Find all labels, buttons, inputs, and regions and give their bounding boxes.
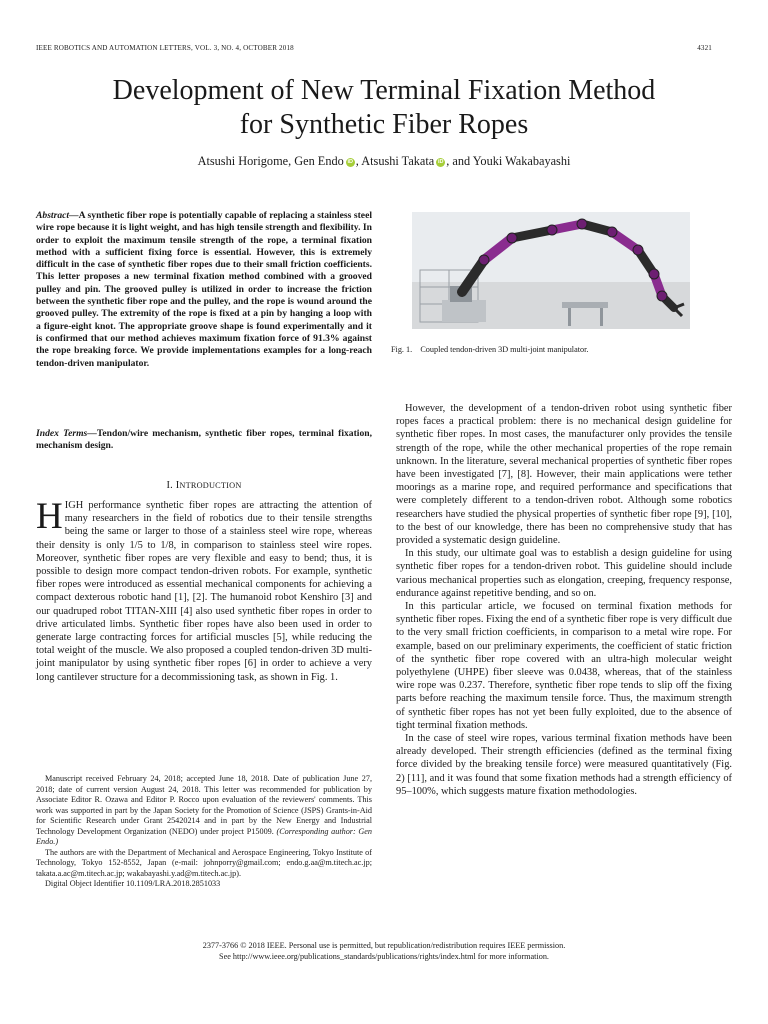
paragraph: In the case of steel wire ropes, various terminal fixation methods have been already developed. Their strength efficiencies (defined as the terminal fixing force divided by the breaking tensile force) were measured quantitatively (Fig. 2) [11], and it was found that some fixation methods had a strength efficiency of 95–100%, which suggests mature fixation methodologies. [396, 733, 732, 797]
footnote-corresponding: (Corresponding author: Gen Endo.) [36, 826, 372, 846]
paper-title [0, 74, 768, 142]
index-terms [36, 428, 372, 453]
paragraph: However, the development of a tendon-driven robot using synthetic fiber ropes faces a practical problem: there is no mechanical design guideline for synthetic fiber ropes. In most cases, the manufacturer only provides the tensile strength of the rope, while the other mechanical properties of the rope remain unknown. In the literature, several mechanical properties of synthetic fiber ropes have been investigated [7], [8]. However, their main applications were tether moorings as a marine rope, and required performance and specifications that were completely different to a tendon-driven robot. Although some robotics researchers have studied the physical properties of synthetic fiber rope [9], [10], to the best of our knowledge, there has been no comprehensive study that has provided a systematic design guideline. [396, 403, 732, 547]
copyright-line-1: 2377-3766 © 2018 IEEE. Personal use is permitted, but republication/redistribution requires IEEE permission. [202, 941, 566, 950]
orcid-icon[interactable]: iD [438, 159, 444, 165]
abstract-label: Abstract— [36, 210, 79, 221]
index-terms-label: Index Terms— [36, 428, 97, 439]
page-number: 4321 [697, 44, 712, 52]
figure-1-photo [412, 212, 690, 329]
title-line-2: for Synthetic Fiber Ropes [239, 109, 529, 140]
footnote-manuscript [36, 774, 372, 848]
abstract [36, 210, 372, 370]
author-names-2: , Atsushi Takata [355, 154, 435, 168]
author-names-3: , and Youki Wakabayashi [446, 154, 571, 168]
title-line-1: Development of New Terminal Fixation Method [112, 75, 656, 106]
introduction-text: IGH performance synthetic fiber ropes are attracting the attention of many researchers in the field of robotics due to their tensile strengths being the same or larger to those of a stainless steel wire rope, whereas their density is only 1/5 to 1/8, in comparison to stainless steel wire ropes. Moreover, synthetic fiber ropes are very flexible and easy to bend; thus, it is possible to design more compact tendon-driven robots. For example, synthetic fiber ropes were introduced as essential mechanical components for achieving a compact dexterous robotic hand [1], [2]. The humanoid robot Kenshiro [3] and our quadruped robot TITAN-XIII [4] also used synthetic fiber ropes in order to drive articulated limbs. Synthetic fiber ropes have also been used in order to generate large contracting forces for artificial muscles [5], while reducing the total weight of the muscle. We also proposed a coupled tendon-driven 3D multi-joint manipulator by using synthetic fiber ropes [6] in order to achieve a very long cantilever structure for a decommissioning task, as shown in Fig. 1. [36, 500, 372, 683]
footnote-affiliation: The authors are with the Department of Mechanical and Aerospace Engineering, Tokyo Institute of Technology, Tokyo 152-8552, Japan (e-mail: johnporry@gmail.com; endo.g.aa@m.titech.ac.jp; takata.a.ac@m.titech.ac.jp; wakabayashi.y.ad@m.titech.ac.jp). [36, 847, 372, 878]
paragraph: In this particular article, we focused on terminal fixation methods for synthetic fiber ropes. Fixing the end of a synthetic fiber rope is very difficult due to the very small friction coefficients, in comparison to a metal wire rope. For example, based on our preliminary experiments, the coefficient of static friction of the synthetic fiber rope covered with an ultra-high molecular weight polyethylene (UHPE) fiber sleeve was 0.0438, whereas, that of the stainless wire rope was 0.237. Therefore, synthetic fiber rope tends to slip off the fixing parts before reaching the maximum tensile force. Thus, the maximum strength of synthetic fiber ropes has not yet been fully exploited, due to the absence of tight terminal fixation methods. [396, 601, 732, 731]
paragraph: In this study, our ultimate goal was to establish a design guideline for using synthetic fiber ropes for a tendon-driven robot. This guideline should include various mechanical properties such as elongation, creeping, frequency response, endurance against repetitive bending, and so on. [396, 548, 732, 599]
figure-1-caption: Fig. 1. Coupled tendon-driven 3D multi-joint manipulator. [391, 345, 589, 354]
abstract-text: A synthetic fiber rope is potentially capable of replacing a stainless steel wire rope because it is light weight, and has high tensile strength and flexibility. In order to exploit the maximum tensile strength of the rope, a terminal fixation method with a sufficient fixing force is essential. However, this is extremely difficult in the case of synthetic fiber ropes due to their small friction coefficients. This letter proposes a new terminal fixation method combined with a grooved pulley and pin. The grooved pulley is utilized in order to increase the friction between the synthetic fiber rope and the pulley, and the rope is wound around the grooved pulley. The extremity of the rope is fixed at a pin by hanging a loop with a figure-eight knot. The appropriate groove shape is found experimentally and it is confirmed that our method achieves maximum fixation force of 91.3% against the rope breaking force. We provide implementations examples for a long-reach tendon-driven manipulator. [36, 210, 372, 369]
footnote-block [36, 774, 372, 890]
section-numeral: I. I [166, 480, 180, 491]
orcid-icon[interactable]: iD [347, 159, 354, 165]
footnote-doi: Digital Object Identifier 10.1109/LRA.2018.2851033 [45, 879, 221, 888]
right-column-body [396, 402, 732, 798]
author-names-1: Atsushi Horigome, Gen Endo [197, 154, 344, 168]
drop-cap: H [36, 496, 63, 537]
section-name: NTRODUCTION [179, 481, 242, 490]
author-list [0, 154, 768, 169]
manipulator-illustration [412, 212, 690, 329]
running-header-journal: IEEE ROBOTICS AND AUTOMATION LETTERS, VOL. 3, NO. 4, OCTOBER 2018 [36, 44, 294, 52]
introduction-paragraph [36, 496, 372, 684]
copyright-line-2: See http://www.ieee.org/publications_standards/publications/rights/index.html for more information. [219, 952, 549, 961]
footnote-manuscript-text: Manuscript received February 24, 2018; accepted June 18, 2018. Date of publication June 27, 2018; date of current version August 24, 2018. This letter was recommended for publication by Associate Editor R. Ozawa and Editor P. Rocco upon evaluation of the reviewers' comments. This work was supported in part by the Japan Society for the Promotion of Science (JSPS) Grants-in-Aid for Scientific Research under Grant 25420214 and in part by the New Energy and Industrial Technology Development Organization (NEDO) under project P15009. [36, 774, 372, 836]
copyright-notice [0, 940, 768, 962]
section-heading-introduction [36, 480, 372, 491]
index-terms-text: Tendon/wire mechanism, synthetic fiber ropes, terminal fixation, mechanism design. [36, 428, 372, 452]
